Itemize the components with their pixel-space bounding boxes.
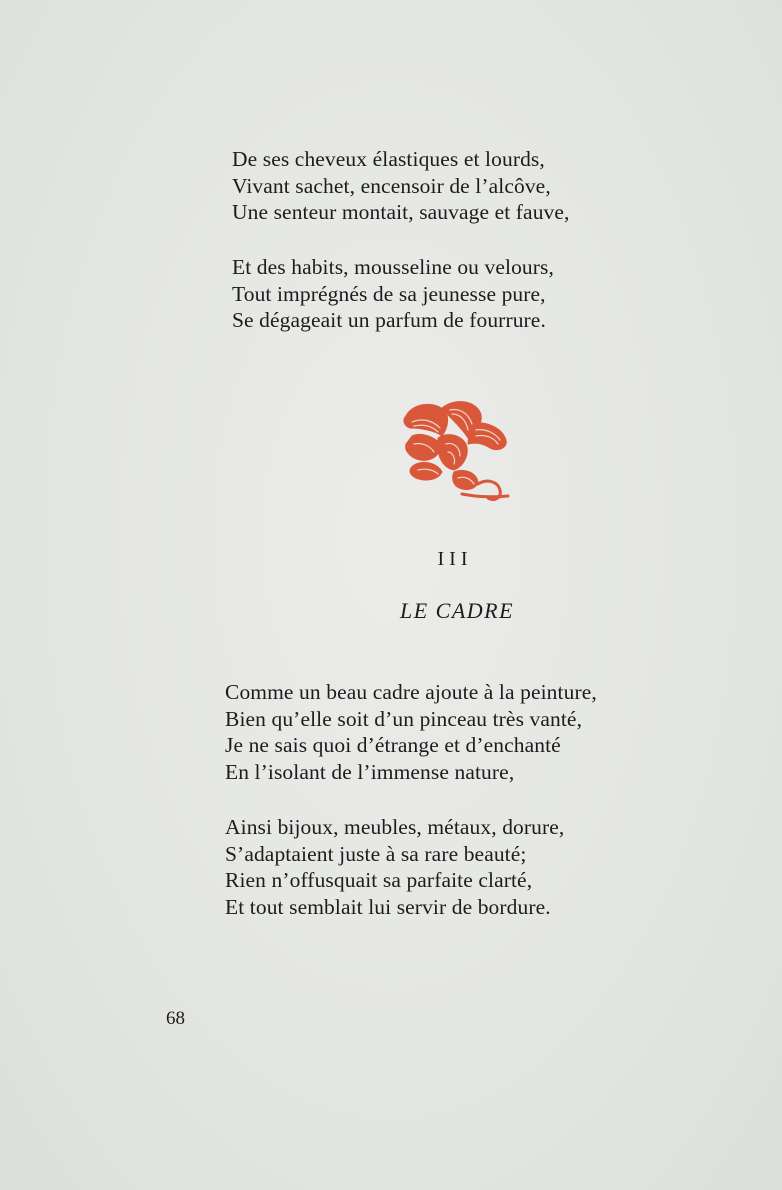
verse-line: Se dégageait un parfum de fourrure. (232, 308, 546, 332)
stanza-2 (232, 254, 554, 334)
stanza-4 (225, 814, 564, 920)
section-title: LE CADRE (399, 598, 515, 623)
verse-line: S’adaptaient juste à sa rare beauté; (225, 841, 527, 866)
verse-line: Je ne sais quoi d’étrange et d’enchanté (225, 733, 561, 757)
verse-line: Bien qu’elle soit d’un pinceau très vanté, (225, 706, 583, 731)
verse-line: Et tout semblait lui servir de bordure. (225, 894, 551, 919)
verse-line: Une senteur montait, sauvage et fauve, (232, 200, 570, 224)
stanza-1 (232, 146, 570, 226)
verse-line: Vivant sachet, encensoir de l’alcôve, (232, 173, 551, 198)
verse-line: En l’isolant de l’immense nature, (225, 759, 515, 784)
verse-line: De ses cheveux élastiques et lourds, (232, 147, 545, 171)
verse-line: Tout imprégnés de sa jeunesse pure, (232, 281, 546, 306)
iris-flower-icon (398, 398, 510, 502)
verse-line: Rien n’offusquait sa parfaite clarté, (225, 868, 533, 892)
page-number: 68 (166, 1008, 185, 1029)
verse-line: Ainsi bijoux, meubles, métaux, dorure, (225, 815, 565, 839)
verse-line: Et des habits, mousseline ou velours, (232, 255, 554, 279)
verse-line: Comme un beau cadre ajoute à la peinture, (225, 680, 597, 704)
section-number: III (437, 548, 473, 570)
stanza-3 (225, 679, 597, 785)
